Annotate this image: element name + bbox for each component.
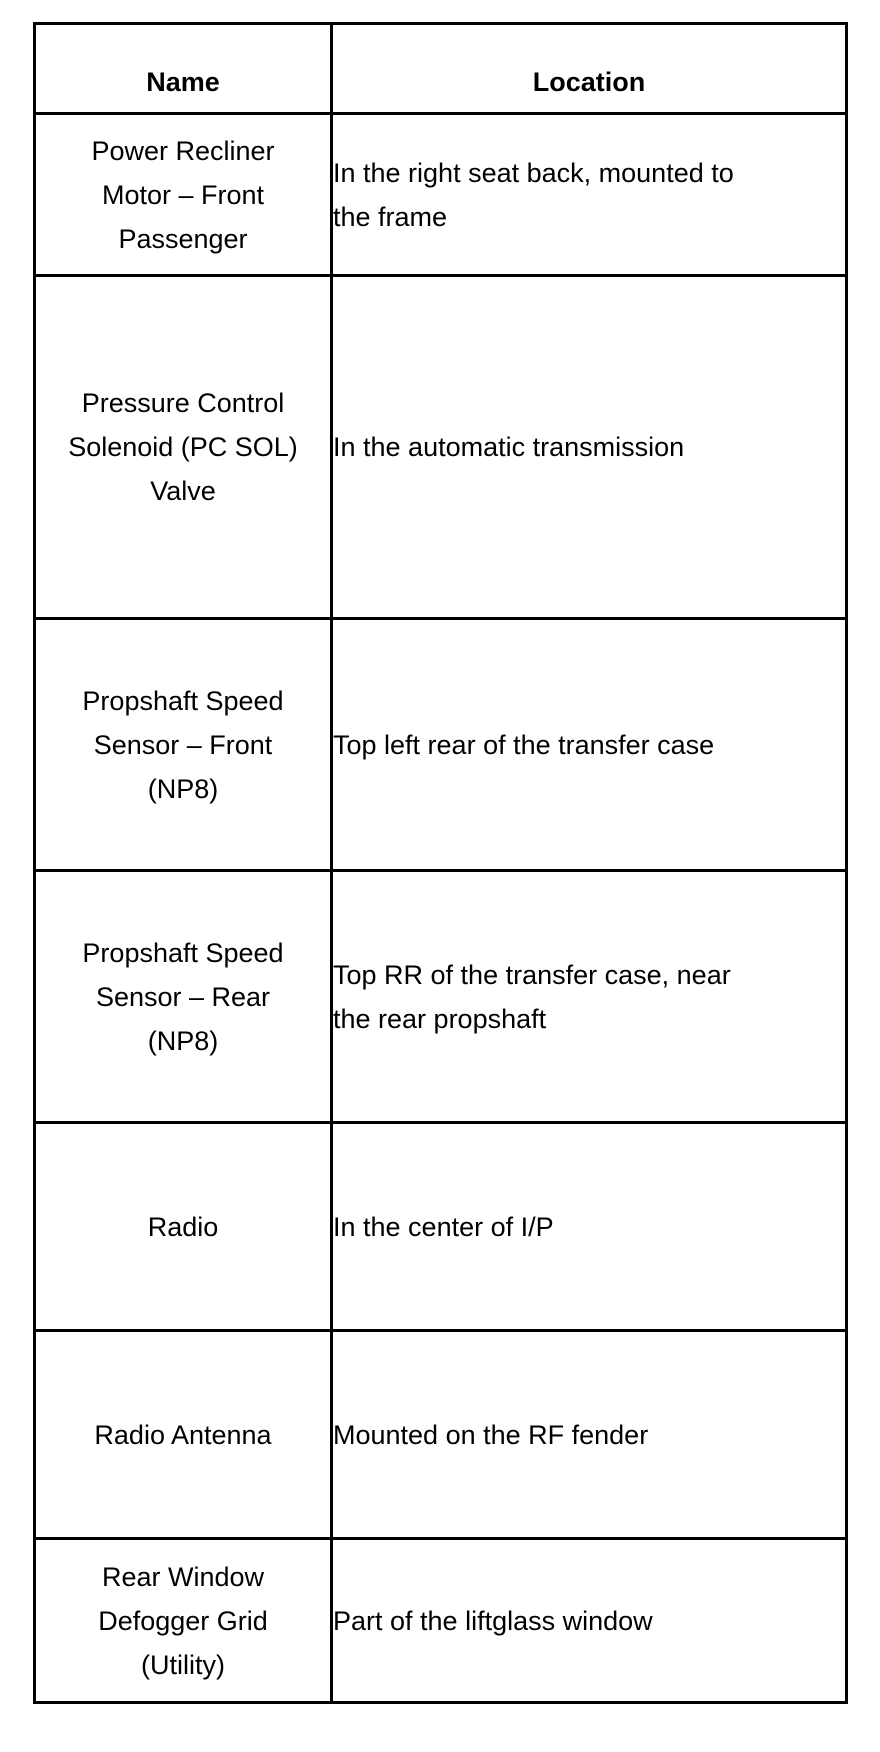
location-cell: [332, 1539, 847, 1703]
component-name: Rear Window Defogger Grid (Utility): [98, 1561, 268, 1680]
component-location: In the right seat back, mounted to the frame: [333, 157, 734, 232]
component-name: Radio: [147, 1211, 219, 1242]
component-location: In the automatic transmission: [333, 432, 685, 462]
component-name: Power Recliner Motor – Front Passenger: [91, 135, 275, 254]
location-cell: [332, 619, 847, 871]
name-cell: [35, 276, 332, 619]
component-name: Propshaft Speed Sensor – Front (NP8): [82, 685, 284, 804]
table-row: [35, 276, 847, 619]
table-row: [35, 1123, 847, 1331]
component-location: Top RR of the transfer case, near the rear propshaft: [333, 959, 731, 1034]
location-cell: [332, 276, 847, 619]
table-row: [35, 1331, 847, 1539]
name-cell: [35, 1331, 332, 1539]
table-row: [35, 619, 847, 871]
component-location: In the center of I/P: [333, 1211, 554, 1242]
component-name: Radio Antenna: [94, 1419, 272, 1450]
name-cell: [35, 1539, 332, 1703]
component-location: Mounted on the RF fender: [333, 1419, 649, 1450]
table-row: [35, 1539, 847, 1703]
component-location: Part of the liftglass window: [333, 1605, 653, 1636]
header-name: Name: [35, 24, 332, 114]
name-cell: [35, 114, 332, 276]
component-name: Pressure Control Solenoid (PC SOL) Valve: [68, 388, 298, 506]
name-cell: [35, 1123, 332, 1331]
name-cell: [35, 619, 332, 871]
component-location-table: [33, 22, 848, 1704]
component-name: Propshaft Speed Sensor – Rear (NP8): [82, 937, 284, 1056]
name-cell: [35, 871, 332, 1123]
location-cell: [332, 1123, 847, 1331]
header-location: Location: [332, 24, 847, 114]
location-cell: [332, 114, 847, 276]
component-location: Top left rear of the transfer case: [333, 729, 715, 760]
location-cell: [332, 1331, 847, 1539]
table-row: [35, 871, 847, 1123]
location-cell: [332, 871, 847, 1123]
table-row: [35, 114, 847, 276]
table-header-row: [35, 24, 847, 114]
